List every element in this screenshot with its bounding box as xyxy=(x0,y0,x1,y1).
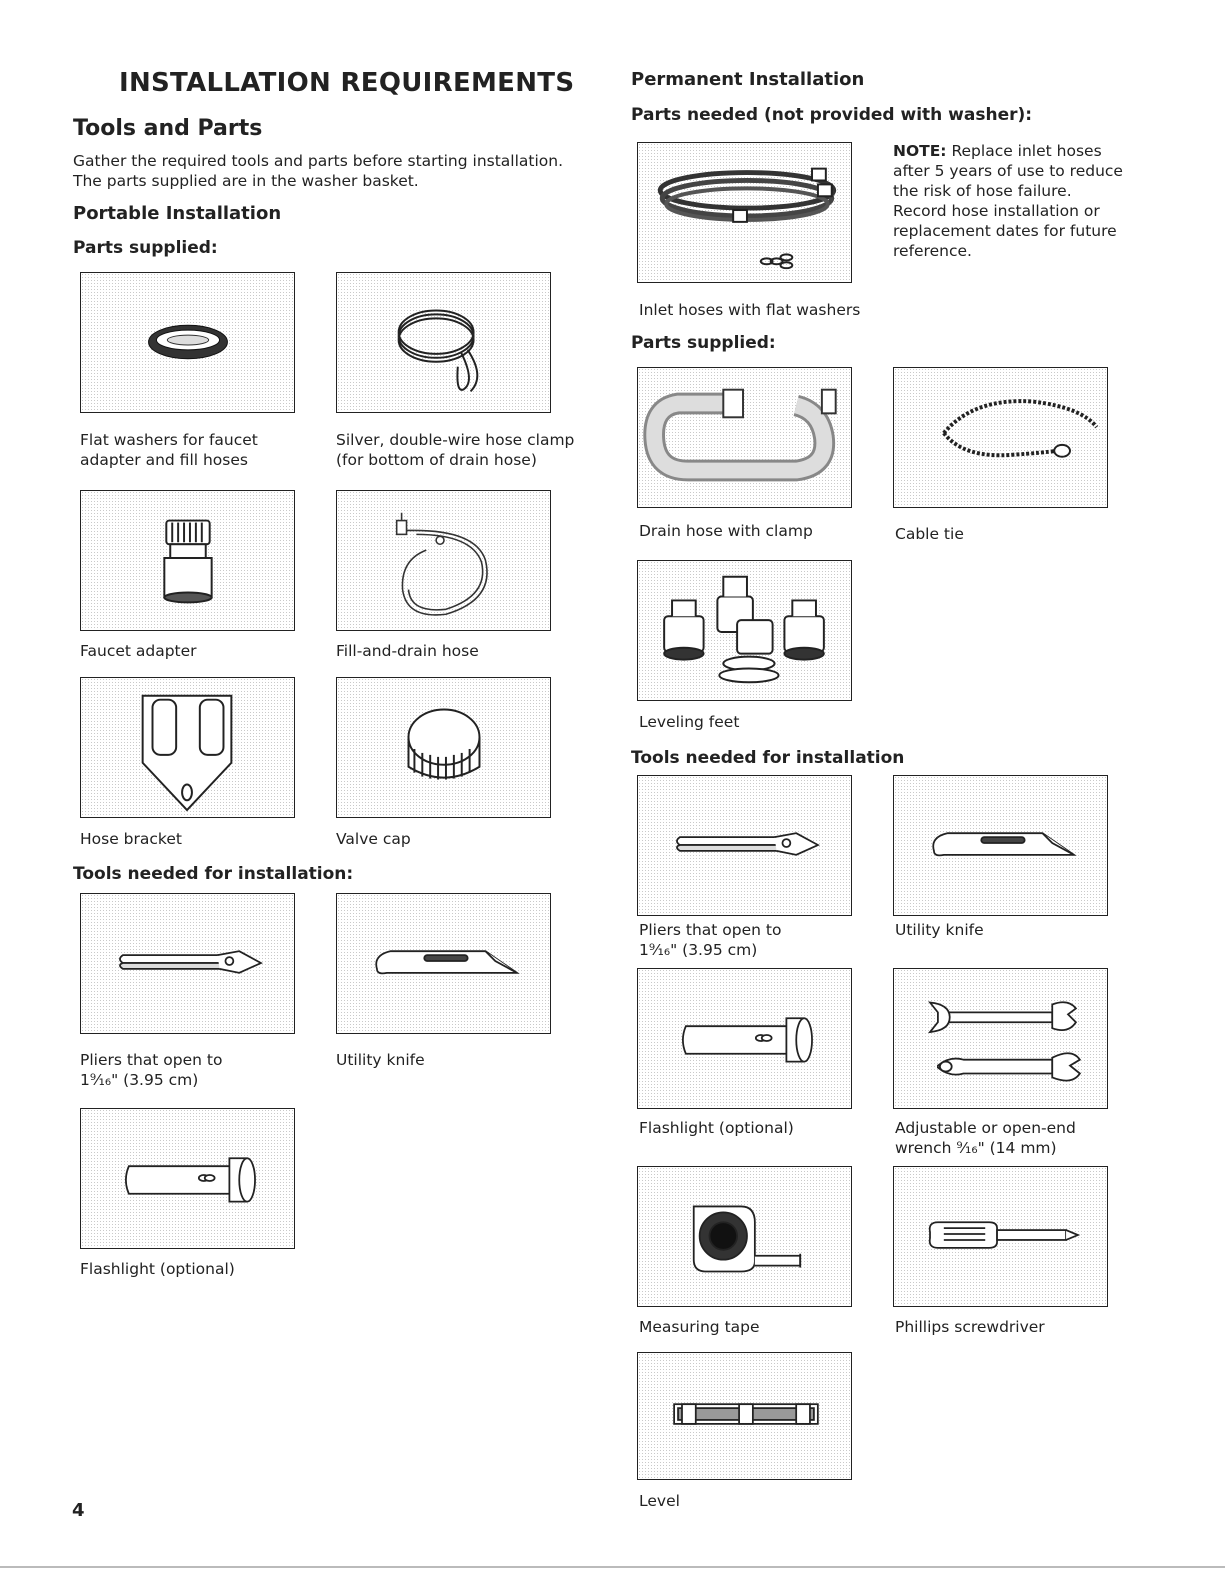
flat-washers-caption-2: adapter and fill hoses xyxy=(80,451,248,469)
faucet-adapter-image xyxy=(80,490,295,631)
pliers-caption-2-permanent: 1⁹⁄₁₆" (3.95 cm) xyxy=(639,941,758,959)
inlet-hoses-image xyxy=(637,142,852,283)
valve-cap-image xyxy=(336,677,551,818)
note-text-1: Replace inlet hoses xyxy=(946,142,1102,160)
note-line-3: the risk of hose failure. xyxy=(893,182,1072,200)
flashlight-caption-portable: Flashlight (optional) xyxy=(80,1260,235,1278)
pliers-caption-1-permanent: Pliers that open to xyxy=(639,921,782,939)
note-line-5: replacement dates for future xyxy=(893,222,1117,240)
flashlight-image-permanent xyxy=(637,968,852,1109)
permanent-parts-supplied-heading: Parts supplied: xyxy=(631,333,776,353)
utility-knife-caption-portable: Utility knife xyxy=(336,1051,425,1069)
pliers-caption-2-portable: 1⁹⁄₁₆" (3.95 cm) xyxy=(80,1071,199,1089)
pliers-image-permanent xyxy=(637,775,852,916)
note-label: NOTE: xyxy=(893,142,947,160)
measuring-tape-caption: Measuring tape xyxy=(639,1318,760,1336)
utility-knife-image-portable xyxy=(336,893,551,1034)
level-caption: Level xyxy=(639,1492,680,1510)
note-line-2: after 5 years of use to reduce xyxy=(893,162,1123,180)
cable-tie-image xyxy=(893,367,1108,508)
permanent-installation-heading: Permanent Installation xyxy=(631,69,865,90)
drain-hose-image xyxy=(637,367,852,508)
bottom-rule xyxy=(0,1566,1225,1568)
leveling-feet-image xyxy=(637,560,852,701)
wrench-caption-2: wrench ⁹⁄₁₆" (14 mm) xyxy=(895,1139,1057,1157)
tools-parts-heading: Tools and Parts xyxy=(73,116,263,141)
portable-tools-heading: Tools needed for installation: xyxy=(73,864,354,884)
cable-tie-caption: Cable tie xyxy=(895,525,964,543)
permanent-tools-heading: Tools needed for installation xyxy=(631,748,905,768)
leveling-feet-caption: Leveling feet xyxy=(639,713,740,731)
intro-line-1: Gather the required tools and parts before starting installation. xyxy=(73,152,564,170)
hose-clamp-caption-1: Silver, double-wire hose clamp xyxy=(336,431,575,449)
hose-clamp-image xyxy=(336,272,551,413)
measuring-tape-image xyxy=(637,1166,852,1307)
drain-hose-caption: Drain hose with clamp xyxy=(639,522,813,540)
hose-clamp-caption-2: (for bottom of drain hose) xyxy=(336,451,537,469)
phillips-screwdriver-caption: Phillips screwdriver xyxy=(895,1318,1045,1336)
flashlight-image-portable xyxy=(80,1108,295,1249)
flat-washers-caption-1: Flat washers for faucet xyxy=(80,431,258,449)
page-number: 4 xyxy=(72,1500,85,1521)
pliers-image-portable xyxy=(80,893,295,1034)
wrenches-image xyxy=(893,968,1108,1109)
valve-cap-caption: Valve cap xyxy=(336,830,411,848)
fill-drain-hose-image xyxy=(336,490,551,631)
pliers-caption-1-portable: Pliers that open to xyxy=(80,1051,223,1069)
utility-knife-caption-permanent: Utility knife xyxy=(895,921,984,939)
note-line-1 xyxy=(893,141,1102,161)
faucet-adapter-caption: Faucet adapter xyxy=(80,642,197,660)
flat-washers-image xyxy=(80,272,295,413)
intro-line-2: The parts supplied are in the washer basket. xyxy=(73,172,419,190)
page-title: INSTALLATION REQUIREMENTS xyxy=(119,68,575,98)
portable-installation-heading: Portable Installation xyxy=(73,203,282,224)
hose-bracket-image xyxy=(80,677,295,818)
wrench-caption-1: Adjustable or open-end xyxy=(895,1119,1076,1137)
hose-bracket-caption: Hose bracket xyxy=(80,830,182,848)
utility-knife-image-permanent xyxy=(893,775,1108,916)
fill-drain-hose-caption: Fill-and-drain hose xyxy=(336,642,479,660)
level-image xyxy=(637,1352,852,1480)
inlet-hoses-caption: Inlet hoses with flat washers xyxy=(639,301,861,319)
phillips-screwdriver-image xyxy=(893,1166,1108,1307)
portable-parts-supplied-heading: Parts supplied: xyxy=(73,238,218,258)
parts-needed-heading: Parts needed (not provided with washer): xyxy=(631,105,1033,125)
note-line-4: Record hose installation or xyxy=(893,202,1100,220)
note-line-6: reference. xyxy=(893,242,972,260)
flashlight-caption-permanent: Flashlight (optional) xyxy=(639,1119,794,1137)
